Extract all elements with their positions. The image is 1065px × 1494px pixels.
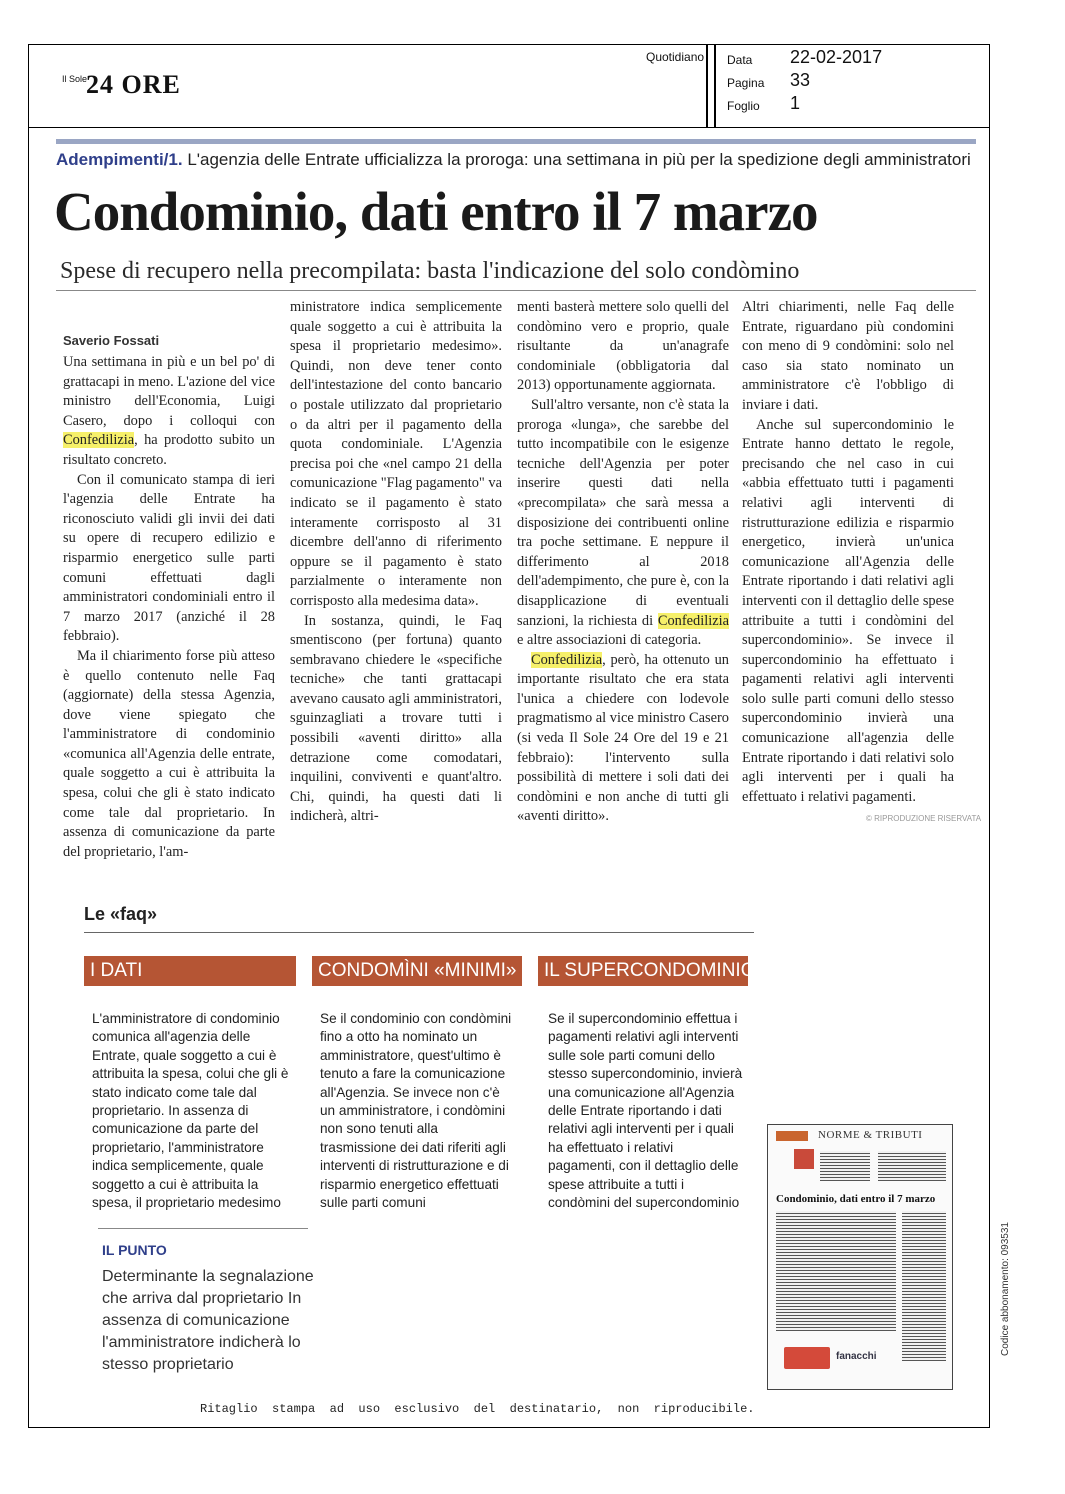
thumbnail-headline: Condominio, dati entro il 7 marzo (776, 1193, 936, 1205)
highlighted-name: Confedilizia (531, 651, 603, 668)
header-divider (706, 44, 708, 128)
faq-rule (84, 932, 754, 933)
codice-abbonamento: Codice abbonamento: 093531 (1000, 1222, 1011, 1356)
logo-big-text: 24 ORE (86, 70, 181, 99)
page-thumbnail (767, 1124, 953, 1390)
footer-disclaimer: Ritaglio stampa ad uso esclusivo del destinatario, non riproducibile. (200, 1402, 755, 1416)
article-column-2 (290, 298, 502, 827)
thumbnail-brand: fanacchi (836, 1351, 877, 1362)
thumbnail-red-tag (776, 1131, 808, 1141)
foglio-label: Foglio (727, 99, 760, 113)
paragraph: Altri chiarimenti, nelle Faq delle Entrate, riguardano più condomini con meno di 9 condòmini: solo nel caso sia stato nominato un amministratore c'è l'obbligo di inviare i dati. (742, 299, 954, 413)
article-kicker (56, 150, 971, 170)
punto-text: Determinante la segnalazione che arriva dal proprietario In assenza di comunicazione l'amministratore indicherà lo stesso proprietario (102, 1268, 314, 1373)
faq-heading-condomini-minimi: CONDOMÌNI «MINIMI» (312, 956, 522, 986)
punto-rule (98, 1228, 308, 1229)
author-byline: Saverio Fossati (63, 333, 160, 348)
paragraph: Sull'altro versante, non c'è stata la proroga «lunga», che sarebbe del tutto incompatibile con le esigenze tecniche dell'Agenzia per poter inserire questi dati nella «precompilata» che sarà messa a disposizione dei contribuenti online tra poche settimane. E neppure il differimento al 2018 dell'adempimento, che pure è, con la disapplicazione di eventuali sanzioni, la richiesta di Confedilizia e altre associazioni di categoria. (517, 396, 729, 649)
headline-rule (56, 290, 976, 291)
paragraph: In sostanza, quindi, le Faq smentiscono (per fortuna) quanto sembravano chiedere le «specifiche tecniche» che tanti grattacapi avevano causato agli amministratori, sguinzagliati a trovare tutti i possibili «aventi diritto» alla detrazione come comodatari, inquilini, conviventi e quant'altro. Chi, quindi, ha questi dati li indicherà, altri- (290, 612, 502, 825)
kicker-text: L'agenzia delle Entrate ufficializza la proroga: una settimana in più per la spedizione degli amministratori (182, 150, 971, 169)
paragraph: Con il comunicato stampa di ieri l'agenzia delle Entrate ha riconosciuto validi gli invii dei dati su opere di recupero edilizio e risparmio energetico sulle parti comuni effettuati dagli amministratori condominiali entro il 7 marzo 2017 (anziché il 28 febbraio). (63, 471, 275, 645)
header-divider (714, 44, 716, 128)
foglio-value: 1 (790, 93, 801, 113)
article-column-4 (742, 298, 954, 807)
faq-text-condomini-minimi: Se il condominio con condòmini fino a otto ha nominato un amministratore, quest'ultimo è tenuto a fare la comunicazione all'Agenzia. Se invece non c'è un amministratore, i condòmini non sono tenuti alla trasmissione dei dati riferiti agli interventi di ristrutturazione e di risparmio energetico effettuati sulle parti comuni (320, 1011, 512, 1211)
pagina-value: 33 (790, 70, 811, 90)
logo-small-text: Il Sole (62, 74, 88, 84)
thumbnail-section-title: NORME & TRIBUTI (818, 1129, 923, 1141)
highlighted-name: Confedilizia (657, 612, 729, 629)
paragraph: Anche sul supercondominio le Entrate hanno dettato le regole, precisando che nel caso in cui «abbia effettuato tutti i pagamenti relativi agli interventi di ristrutturazione edilizia e risparmio energetico, invierà un'unica comunicazione all'Agenzia delle Entrate riportando i dati relativi agli interventi con il dettaglio delle spese attribuite a tutti i condòmini del supercondominio». Se invece il supercondominio ha effettuato i pagamenti relativi agli interventi solo sulle parti comuni dello stesso supercondominio invierà una comunicazione all'agenzia delle Entrate riportando i dati relativi solo agli interventi per i quali ha effettuato i relativi pagamenti. (742, 416, 954, 805)
highlighted-name: Confedilizia (63, 432, 135, 449)
data-value: 22-02-2017 (790, 47, 883, 67)
paragraph: ministratore indica semplicemente quale soggetto a cui è attribuita la spesa il proprietario medesimo». Quindi, non deve tener conto dell'intestazione del conto bancario o postale utilizzato dal proprietario o da altri per il pagamento della quota condominiale. L'Agenzia precisa poi che «nel campo 21 della comunicazione "Flag pagamento" va indicato se il pagamento è stato interamente corrisposto al 31 dicembre dell'anno di riferimento oppure se il pagamento è stato parzialmente o interamente non corrisposto alla medesima data». (290, 299, 502, 609)
thumbnail-text-block (878, 1151, 946, 1181)
article-column-1 (63, 353, 275, 862)
publication-type: Quotidiano (646, 50, 705, 64)
article-column-3 (517, 298, 729, 827)
data-label: Data (727, 53, 753, 67)
article-subhead: Spese di recupero nella precompilata: basta l'indicazione del solo condòmino (60, 258, 800, 284)
newspaper-logo (62, 70, 202, 106)
article-headline: Condominio, dati entro il 7 marzo (54, 181, 818, 242)
faq-heading-supercondominio: IL SUPERCONDOMINIO (538, 956, 748, 986)
faq-title: Le «faq» (84, 904, 158, 924)
paragraph: Una settimana in più e un bel po' di grattacapi in meno. L'azione del vice ministro dell'Economia, Luigi Casero, dopo i colloqui con Confedilizia, ha prodotto subito un risultato concreto. (63, 354, 275, 468)
paragraph: Ma il chiarimento forse più atteso è quello contenuto nelle Faq (aggiornate) della stessa Agenzia, dove viene spiegato che l'amministratore di condominio «comunica all'Agenzia delle entrate, quale soggetto a cui è attribuita la spesa, colui che gli è stato indicato come tale dal proprietario. In assenza di comunicazione da parte del proprietario, l'am- (63, 647, 275, 860)
thumbnail-text-block (776, 1211, 896, 1331)
kicker-tag: Adempimenti/1. (56, 150, 183, 169)
thumbnail-ad-logo (784, 1347, 830, 1369)
faq-heading-dati: I DATI (84, 956, 296, 986)
thumbnail-text-block (902, 1211, 946, 1361)
thumbnail-red-square (794, 1149, 814, 1169)
pagina-label: Pagina (727, 76, 765, 90)
copyright-note: © RIPRODUZIONE RISERVATA (866, 814, 982, 823)
thumbnail-text-block (820, 1151, 870, 1181)
faq-text-supercondominio: Se il supercondominio effettua i pagamenti relativi agli interventi sulle sole parti comuni dello stesso supercondominio, invierà una comunicazione all'Agenzia delle Entrate riportando i dati relativi agli interventi per i quali ha effettuato i relativi pagamenti, con il dettaglio delle spese attribuite a tutti i condòmini del supercondominio (548, 1011, 743, 1211)
punto-label: IL PUNTO (102, 1242, 167, 1258)
article-top-bar (56, 139, 976, 144)
faq-text-dati: L'amministratore di condominio comunica all'agenzia delle Entrate, quale soggetto a cui è attribuita la spesa, colui che gli è stato indicato come tale dal proprietario. In assenza di comunicazione da parte del proprietario, l'amministratore indica semplicemente, quale soggetto a cui è attribuita la spesa, il proprietario medesimo (92, 1011, 289, 1211)
paragraph: menti basterà mettere solo quelli del condòmino vero e proprio, quale risultante da un'anagrafe condominiale (obbligatoria dal 2013) opportunamente aggiornata. (517, 299, 729, 394)
paragraph: Confedilizia, però, ha ottenuto un importante risultato che era stata l'unica a chiedere con lodevole pragmatismo al vice ministro Casero (si veda Il Sole 24 Ore del 19 e 21 febbraio): l'intervento sulla possibilità di mettere i soli dati dei condòmini e non anche di tutti gli «aventi diritto». (517, 651, 729, 825)
